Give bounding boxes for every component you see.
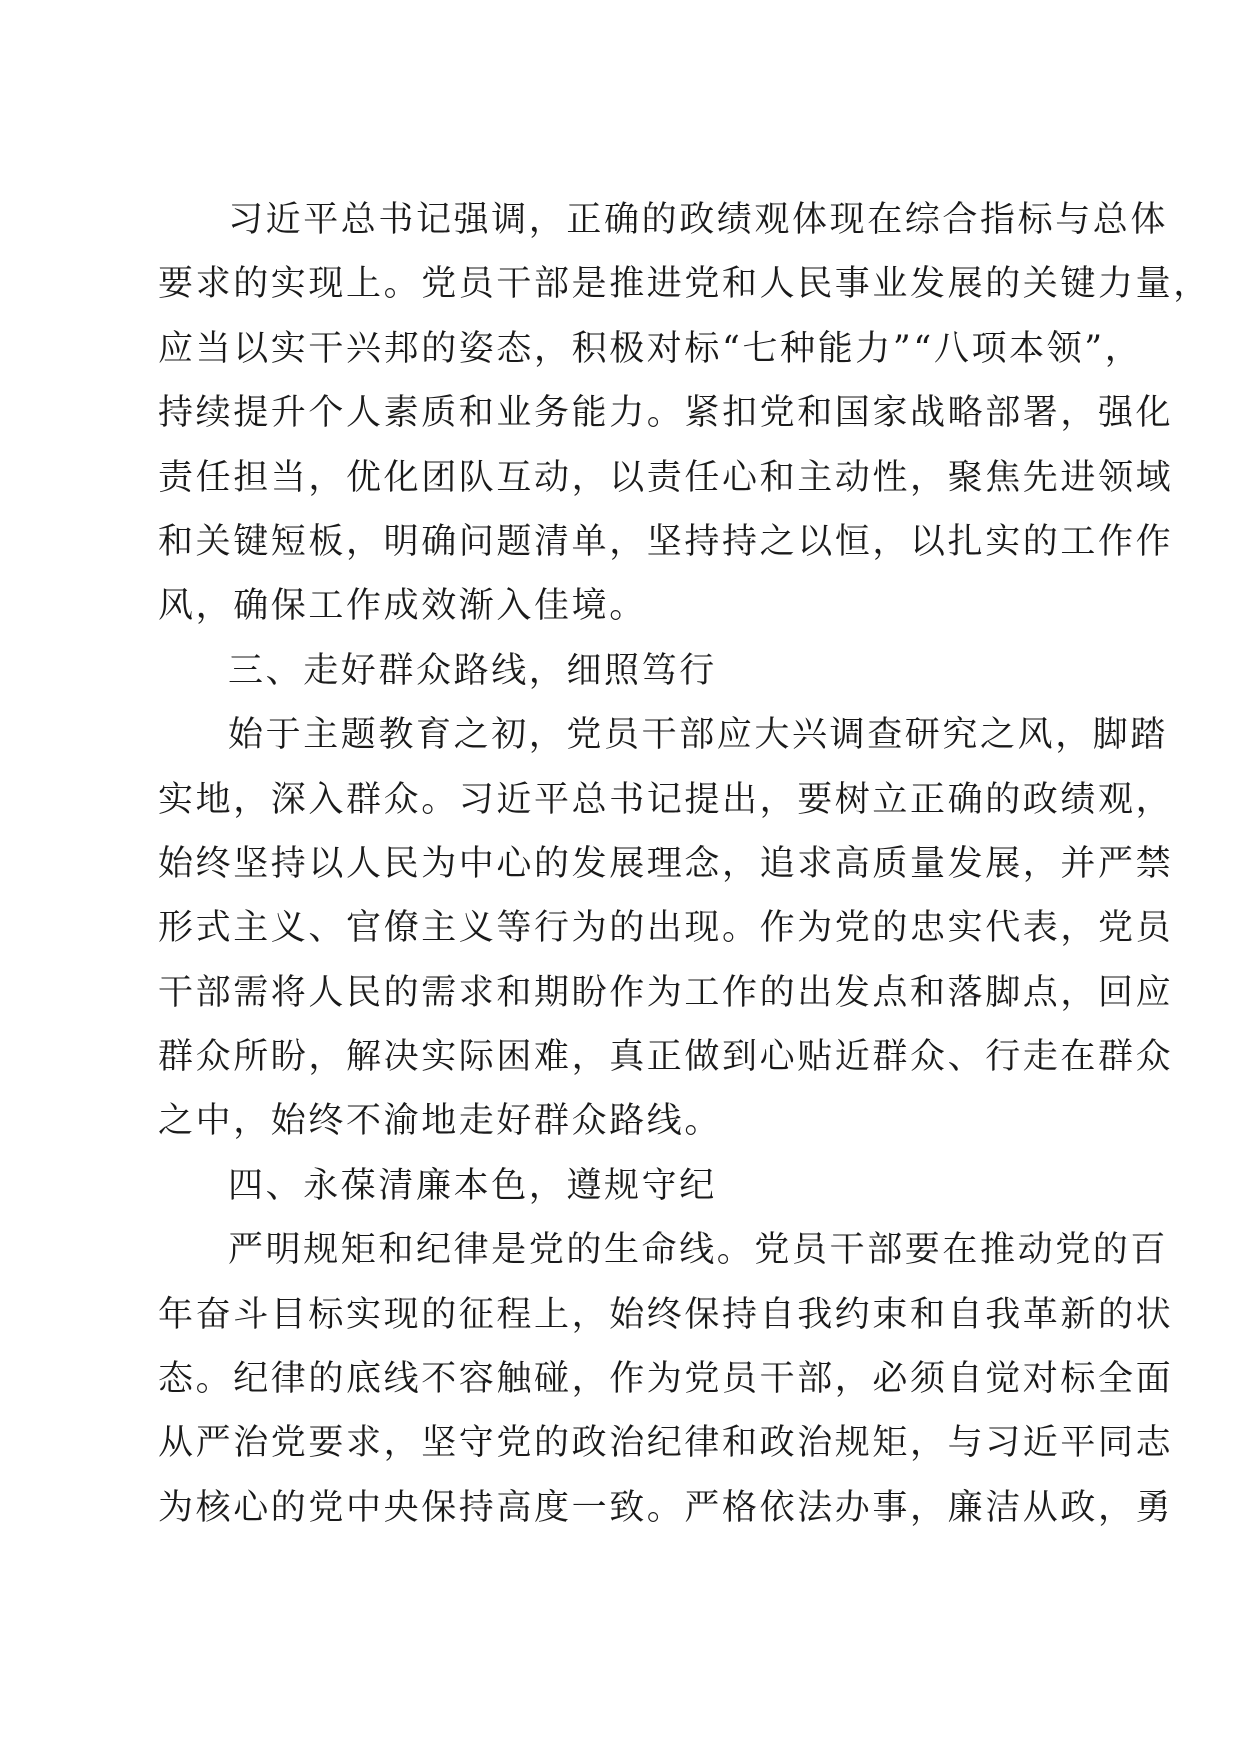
paragraph-line: 和关键短板，明确问题清单，坚持持之以恒，以扎实的工作作 — [158, 521, 1174, 562]
document-body — [158, 188, 1211, 1540]
paragraph-line: 实地，深入群众。习近平总书记提出，要树立正确的政绩观， — [158, 779, 1174, 820]
paragraph-line: 风，确保工作成效渐入佳境。 — [158, 586, 647, 627]
paragraph-line: 干部需将人民的需求和期盼作为工作的出发点和落脚点，回应 — [158, 972, 1174, 1013]
section-heading: 三、走好群众路线，细照笃行 — [228, 650, 717, 691]
paragraph-line: 群众所盼，解决实际困难，真正做到心贴近群众、行走在群众 — [158, 1037, 1174, 1078]
paragraph-line: 习近平总书记强调，正确的政绩观体现在综合指标与总体 — [228, 200, 1169, 240]
paragraph-line: 形式主义、官僚主义等行为的出现。作为党的忠实代表，党员 — [158, 908, 1174, 949]
paragraph-line: 之中，始终不渝地走好群众路线。 — [158, 1101, 723, 1142]
paragraph-line: 责任担当，优化团队互动，以责任心和主动性，聚焦先进领域 — [158, 457, 1174, 498]
paragraph-line: 为核心的党中央保持高度一致。严格依法办事，廉洁从政，勇 — [158, 1487, 1174, 1528]
paragraph-line: 态。纪律的底线不容触碰，作为党员干部，必须自觉对标全面 — [158, 1359, 1174, 1400]
paragraph-line: 始于主题教育之初，党员干部应大兴调查研究之风，脚踏 — [228, 715, 1169, 756]
paragraph-line: 应当以实干兴邦的姿态，积极对标“七种能力”“八项本领”， — [158, 328, 1143, 369]
paragraph-line: 始终坚持以人民为中心的发展理念，追求高质量发展，并严禁 — [158, 843, 1174, 884]
paragraph-line: 要求的实现上。党员干部是推进党和人民事业发展的关键力量， — [158, 264, 1211, 305]
paragraph-line: 严明规矩和纪律是党的生命线。党员干部要在推动党的百 — [228, 1230, 1169, 1271]
paragraph-line: 年奋斗目标实现的征程上，始终保持自我约束和自我革新的状 — [158, 1294, 1174, 1335]
paragraph-line: 从严治党要求，坚守党的政治纪律和政治规矩，与习近平同志 — [158, 1423, 1174, 1464]
section-heading: 四、永葆清廉本色，遵规守纪 — [228, 1165, 717, 1206]
paragraph-line: 持续提升个人素质和业务能力。紧扣党和国家战略部署，强化 — [158, 393, 1174, 434]
